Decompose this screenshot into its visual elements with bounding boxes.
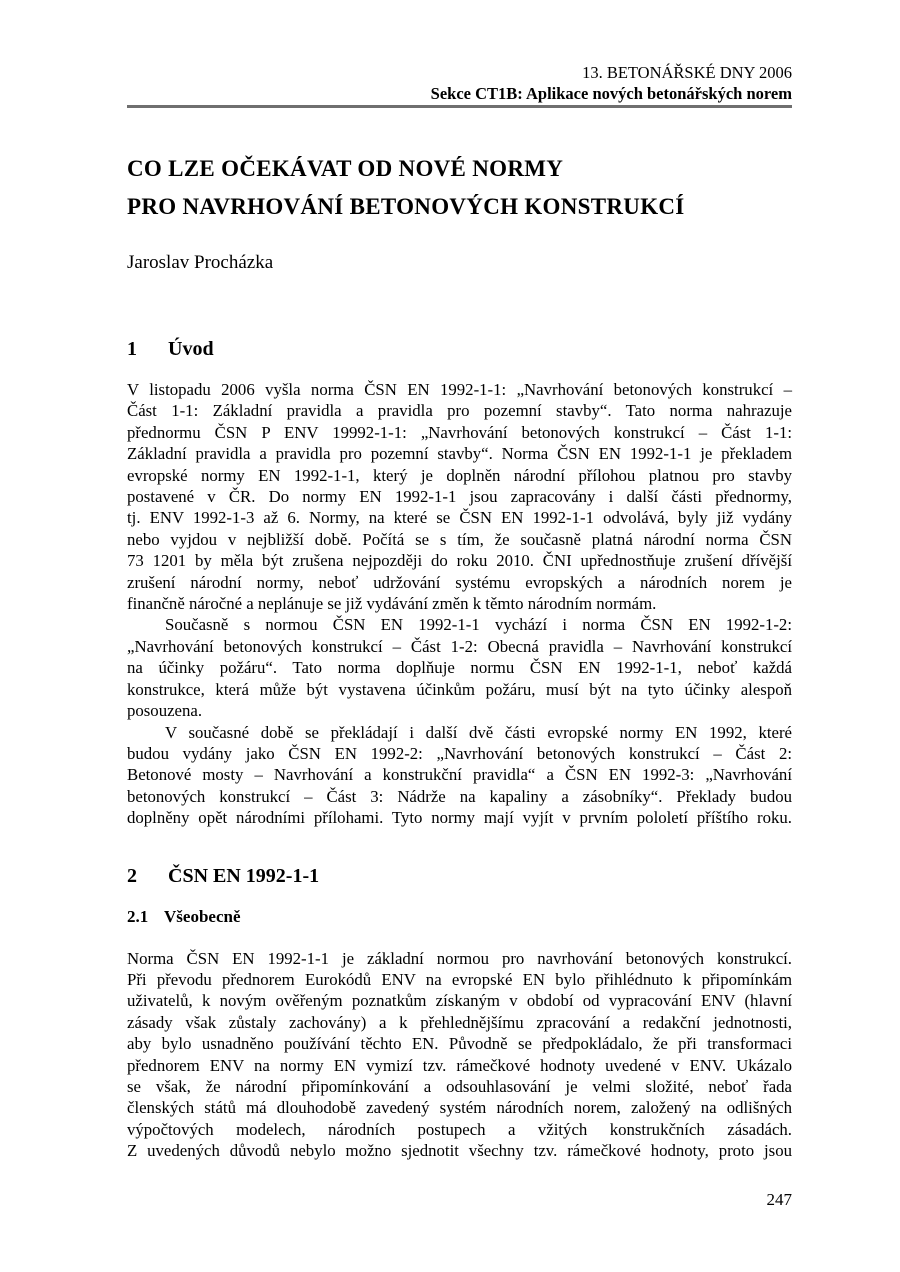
text-line: „Navrhování betonových konstrukcí – Část 1-2: Obecná pravidla – Navrhování konstrukcí	[127, 636, 792, 656]
author-name: Jaroslav Procházka	[127, 252, 274, 273]
text-line: přednorem ENV na normy EN vymizí tzv. rámečkové hodnoty uvedené v ENV. Ukázalo	[127, 1055, 792, 1075]
text-line: Z uvedených důvodů nebylo možno sjednotit všechny tzv. rámečkové hodnoty, proto jsou	[127, 1141, 792, 1161]
running-header-line-2: Sekce CT1B: Aplikace nových betonářských norem	[430, 84, 792, 103]
text-line: zrušení národní normy, neboť udržování systému evropských a národních norem je	[127, 572, 792, 592]
text-line: posouzena.	[127, 701, 203, 721]
text-line: V listopadu 2006 vyšla norma ČSN EN 1992-1-1: „Navrhování betonových konstrukcí –	[127, 380, 792, 399]
text-line: přednormu ČSN P ENV 19992-1-1: „Navrhování betonových konstrukcí – Část 1-1:	[127, 422, 792, 442]
heading-number: 2.1	[127, 906, 149, 926]
text-line: 73 1201 by měla být zrušena nejpozději do roku 2010. ČNI upřednostňuje zrušení dřívější	[127, 551, 792, 571]
heading-number: 2	[127, 864, 137, 887]
heading-number: 1	[127, 338, 137, 360]
text-line: výpočtových modelech, národních postupech a vžitých konstrukčních zásadách.	[127, 1119, 792, 1139]
paper-title	[127, 150, 792, 226]
text-line: Při převodu přednorem Eurokódů ENV na evropské EN bylo přihlédnuto k připomínkám	[127, 969, 792, 989]
text-line: evropské normy EN 1992-1-1, který je doplněn národní přílohou platnou pro stavby	[127, 465, 792, 485]
text-line: aby bylo usnadněno používání těchto EN. Původně se předpokládalo, že při transformaci	[127, 1034, 792, 1054]
text-line: V současné době se překládají i další dvě části evropské normy EN 1992, které	[165, 722, 792, 742]
paragraph	[127, 722, 792, 829]
paragraph	[127, 379, 792, 614]
text-line: Základní pravidla a pravidla pro pozemní stavby“. Norma ČSN EN 1992-1-1 je překladem	[127, 444, 792, 464]
text-line: konstrukce, která může být vystavena účinkům požáru, musí být na tyto účinky alespoň	[127, 679, 792, 699]
text-line: uživatelů, k novým ověřeným poznatkům získaným v období od vypracování ENV (hlavní	[127, 991, 792, 1011]
heading-text: Úvod	[168, 338, 214, 360]
text-line: tj. ENV 1992-1-3 až 6. Normy, na které se ČSN EN 1992-1-1 odvolává, byly již vydány	[127, 508, 792, 528]
text-line: Část 1-1: Základní pravidla a pravidla pro pozemní stavby“. Tato norma nahrazuje	[127, 401, 792, 421]
text-line: zásady však zůstaly zachovány) a k přehlednějšímu zpracování a redakční jednotnosti,	[127, 1012, 792, 1032]
heading-text: Všeobecně	[164, 906, 241, 926]
paragraph	[127, 614, 792, 721]
text-line: Norma ČSN EN 1992-1-1 je základní normou pro navrhování betonových konstrukcí.	[127, 948, 792, 968]
section-heading	[127, 906, 792, 928]
text-line: Betonové mosty – Navrhování a konstrukční pravidla“ a ČSN EN 1992-3: „Navrhování	[127, 765, 792, 785]
header-rule	[127, 105, 792, 108]
text-line: doplněny opět národními přílohami. Tyto normy mají vyjít v prvním pololetí příštího roku.	[127, 808, 792, 828]
section-heading	[127, 336, 792, 362]
text-line: betonových konstrukcí – Část 3: Nádrže na kapaliny a zásobníky“. Překlady budou	[127, 786, 792, 806]
text-line: na účinky požáru“. Tato norma doplňuje normu ČSN EN 1992-1-1, neboť každá	[127, 658, 792, 678]
paper-title-line-2: PRO NAVRHOVÁNÍ BETONOVÝCH KONSTRUKCÍ	[127, 194, 685, 219]
text-line: budou vydány jako ČSN EN 1992-2: „Navrhování betonových konstrukcí – Část 2:	[127, 743, 792, 763]
text-column	[127, 0, 792, 1162]
running-header-line-1: 13. BETONÁŘSKÉ DNY 2006	[582, 63, 792, 82]
text-line: nebo vyjdou v nejbližší době. Počítá se s tím, že současně platná národní norma ČSN	[127, 529, 792, 549]
heading-text: ČSN EN 1992-1-1	[168, 864, 320, 887]
text-line: finančně náročné a neplánuje se již vydávání změn k těmto národním normám.	[127, 594, 657, 614]
document-body	[127, 336, 792, 1162]
paragraph	[127, 948, 792, 1162]
section-heading	[127, 863, 792, 889]
text-line: členských států má dlouhodobě zavedený systém národních norem, založený na odlišných	[127, 1098, 792, 1118]
text-line: postavené v ČR. Do normy EN 1992-1-1 jsou zapracovány i další části přednormy,	[127, 487, 792, 507]
paper-title-line-1: CO LZE OČEKÁVAT OD NOVÉ NORMY	[127, 156, 564, 181]
text-line: se však, že národní připomínkování a odsouhlasování je velmi složité, neboť řada	[127, 1076, 792, 1096]
text-line: Současně s normou ČSN EN 1992-1-1 vychází i norma ČSN EN 1992-1-2:	[165, 615, 792, 635]
page-number: 247	[766, 1190, 792, 1209]
